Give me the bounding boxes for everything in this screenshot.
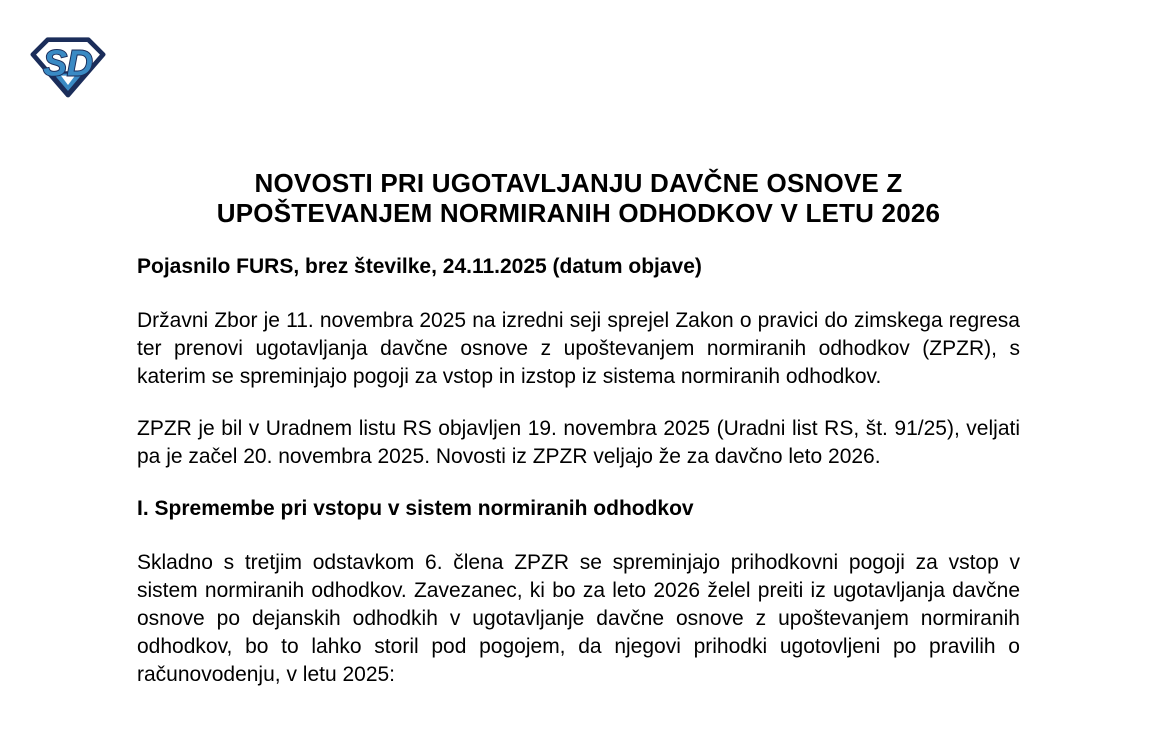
- paragraph-publication: ZPZR je bil v Uradnem listu RS objavljen 19. novembra 2025 (Uradni list RS, št. 91/25), veljati pa je začel 20. novembra 2025. Novosti iz ZPZR veljajo že za davčno leto 2026.: [137, 417, 1020, 468]
- document-content: [137, 0, 1020, 710]
- sd-shield-logo-icon: [29, 35, 107, 99]
- paragraph-intro: Državni Zbor je 11. novembra 2025 na izredni seji sprejel Zakon o pravici do zimskega regresa ter prenovi ugotavljanja davčne osnove z upoštevanjem normiranih odhodkov (ZPZR), s katerim se spreminjajo pogoji za vstop in izstop iz sistema normiranih odhodkov.: [137, 309, 1020, 388]
- paragraph-entry-conditions: Skladno s tretjim odstavkom 6. člena ZPZR se spreminjajo prihodkovni pogoji za vstop v sistem normiranih odhodkov. Zavezanec, ki bo za leto 2026 želel preiti iz ugotavljanja davčne osnove po dejanskih odhodkih v ugotavljanje davčne osnove z upoštevanjem normiranih odhodkov, bo to lahko storil pod pogojem, da njegovi prihodki ugotovljeni po pravilih o računovodenju, v letu 2025:: [137, 551, 1020, 686]
- sd-shield-logo: [29, 35, 107, 99]
- section-heading-1: I. Spremembe pri vstopu v sistem normiranih odhodkov: [137, 497, 694, 520]
- document-subtitle: Pojasnilo FURS, brez številke, 24.11.2025 (datum objave): [137, 255, 702, 278]
- page-title-line-1: NOVOSTI PRI UGOTAVLJANJU DAVČNE OSNOVE Z: [254, 168, 903, 198]
- page-title: [137, 168, 1020, 228]
- page-title-line-2: UPOŠTEVANJEM NORMIRANIH ODHODKOV V LETU 2026: [216, 198, 941, 228]
- logo-letters: SD: [43, 43, 93, 84]
